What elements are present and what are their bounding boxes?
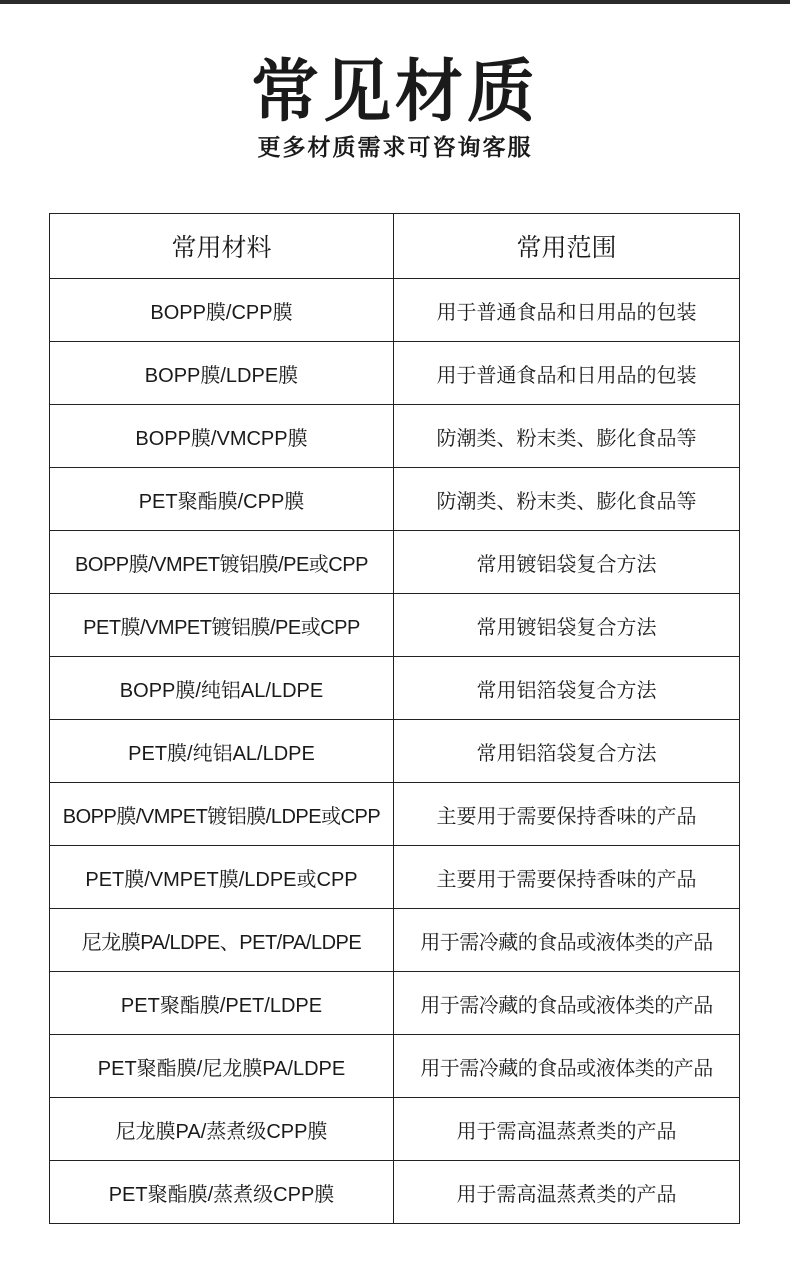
- material-cell: PET聚酯膜/CPP膜: [50, 468, 394, 531]
- page-subtitle: 更多材质需求可咨询客服: [257, 134, 533, 161]
- table-row: [50, 657, 740, 720]
- usage-cell: 用于需冷藏的食品或液体类的产品: [394, 972, 740, 1035]
- page-title: 常见材质: [250, 52, 539, 132]
- table-row: [50, 468, 740, 531]
- material-cell: PET膜/纯铝AL/LDPE: [50, 720, 394, 783]
- usage-cell: 用于需冷藏的食品或液体类的产品: [394, 909, 740, 972]
- material-cell: 尼龙膜PA/LDPE、PET/PA/LDPE: [50, 909, 394, 972]
- usage-cell: 用于需冷藏的食品或液体类的产品: [394, 1035, 740, 1098]
- material-cell: PET聚酯膜/PET/LDPE: [50, 972, 394, 1035]
- table-row: [50, 783, 740, 846]
- table-row: [50, 1098, 740, 1161]
- material-cell: BOPP膜/纯铝AL/LDPE: [50, 657, 394, 720]
- table-row: [50, 531, 740, 594]
- material-cell: BOPP膜/LDPE膜: [50, 342, 394, 405]
- column-header-material: 常用材料: [50, 214, 394, 279]
- usage-cell: 主要用于需要保持香味的产品: [394, 846, 740, 909]
- material-cell: PET聚酯膜/蒸煮级CPP膜: [50, 1161, 394, 1224]
- table-row: [50, 594, 740, 657]
- table-row: [50, 405, 740, 468]
- material-cell: PET膜/VMPET膜/LDPE或CPP: [50, 846, 394, 909]
- usage-cell: 常用镀铝袋复合方法: [394, 594, 740, 657]
- usage-cell: 主要用于需要保持香味的产品: [394, 783, 740, 846]
- material-cell: 尼龙膜PA/蒸煮级CPP膜: [50, 1098, 394, 1161]
- material-cell: PET膜/VMPET镀铝膜/PE或CPP: [50, 594, 394, 657]
- usage-cell: 用于需高温蒸煮类的产品: [394, 1161, 740, 1224]
- table-row: [50, 279, 740, 342]
- material-cell: BOPP膜/CPP膜: [50, 279, 394, 342]
- usage-cell: 用于普通食品和日用品的包装: [394, 279, 740, 342]
- usage-cell: 用于普通食品和日用品的包装: [394, 342, 740, 405]
- usage-cell: 防潮类、粉末类、膨化食品等: [394, 468, 740, 531]
- table-row: [50, 1035, 740, 1098]
- usage-cell: 用于需高温蒸煮类的产品: [394, 1098, 740, 1161]
- materials-table: [49, 213, 740, 1224]
- table-row: [50, 1161, 740, 1224]
- material-cell: BOPP膜/VMPET镀铝膜/PE或CPP: [50, 531, 394, 594]
- material-cell: PET聚酯膜/尼龙膜PA/LDPE: [50, 1035, 394, 1098]
- usage-cell: 常用铝箔袋复合方法: [394, 720, 740, 783]
- column-header-usage: 常用范围: [394, 214, 740, 279]
- table-row: [50, 342, 740, 405]
- usage-cell: 防潮类、粉末类、膨化食品等: [394, 405, 740, 468]
- material-cell: BOPP膜/VMPET镀铝膜/LDPE或CPP: [50, 783, 394, 846]
- usage-cell: 常用镀铝袋复合方法: [394, 531, 740, 594]
- material-cell: BOPP膜/VMCPP膜: [50, 405, 394, 468]
- table-row: [50, 846, 740, 909]
- table-header-row: [50, 214, 740, 279]
- table-row: [50, 909, 740, 972]
- table-row: [50, 972, 740, 1035]
- top-border: [0, 0, 790, 4]
- usage-cell: 常用铝箔袋复合方法: [394, 657, 740, 720]
- table-row: [50, 720, 740, 783]
